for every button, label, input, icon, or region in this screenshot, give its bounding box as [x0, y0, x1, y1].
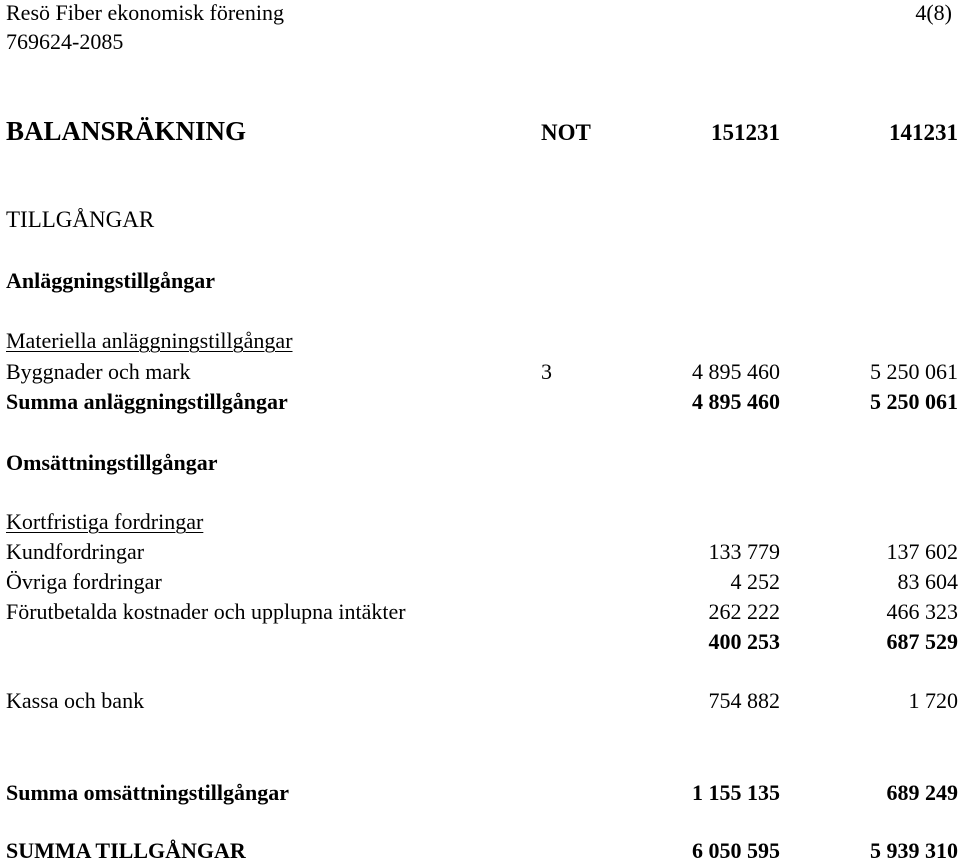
page-number: 4(8) [915, 0, 952, 25]
receivables-subtotal-current: 400 253 [708, 629, 780, 654]
fixed-assets-total-current: 4 895 460 [692, 389, 780, 414]
row-previous-trade-receivables: 137 602 [886, 539, 958, 564]
column-header-note: NOT [541, 120, 591, 145]
row-note-buildings-land: 3 [541, 359, 552, 384]
total-assets-current: 6 050 595 [692, 838, 780, 863]
row-current-prepaid-accrued: 262 222 [708, 599, 780, 624]
row-label-other-receivables: Övriga fordringar [6, 569, 162, 594]
organization-number: 769624-2085 [6, 29, 124, 54]
organization-name: Resö Fiber ekonomisk förening [6, 0, 285, 25]
fixed-assets-total-label: Summa anläggningstillgångar [6, 389, 288, 414]
row-previous-buildings-land: 5 250 061 [870, 359, 958, 384]
row-label-buildings-land: Byggnader och mark [6, 359, 191, 384]
row-previous-other-receivables: 83 604 [897, 569, 958, 594]
row-previous-cash-bank: 1 720 [908, 688, 958, 713]
current-assets-total-current: 1 155 135 [692, 780, 780, 805]
fixed-assets-heading: Anläggningstillgångar [6, 268, 216, 293]
balance-sheet-title: BALANSRÄKNING [6, 116, 247, 146]
current-assets-total-previous: 689 249 [886, 780, 958, 805]
current-assets-heading: Omsättningstillgångar [6, 450, 218, 475]
row-label-prepaid-accrued: Förutbetalda kostnader och upplupna intäkter [6, 599, 406, 624]
row-current-cash-bank: 754 882 [708, 688, 780, 713]
row-label-cash-bank: Kassa och bank [6, 688, 145, 713]
row-current-buildings-land: 4 895 460 [692, 359, 780, 384]
short-term-receivables-subheading: Kortfristiga fordringar [6, 509, 204, 534]
row-label-trade-receivables: Kundfordringar [6, 539, 145, 564]
column-header-previous: 141231 [889, 120, 958, 145]
row-current-other-receivables: 4 252 [730, 569, 780, 594]
column-header-current: 151231 [711, 120, 780, 145]
total-assets-previous: 5 939 310 [870, 838, 958, 863]
assets-heading: TILLGÅNGAR [6, 207, 155, 232]
total-assets-label: SUMMA TILLGÅNGAR [6, 838, 246, 863]
current-assets-total-label: Summa omsättningstillgångar [6, 780, 289, 805]
tangible-fixed-assets-subheading: Materiella anläggningstillgångar [6, 328, 293, 353]
receivables-subtotal-previous: 687 529 [886, 629, 958, 654]
row-current-trade-receivables: 133 779 [708, 539, 780, 564]
fixed-assets-total-previous: 5 250 061 [870, 389, 958, 414]
row-previous-prepaid-accrued: 466 323 [886, 599, 958, 624]
